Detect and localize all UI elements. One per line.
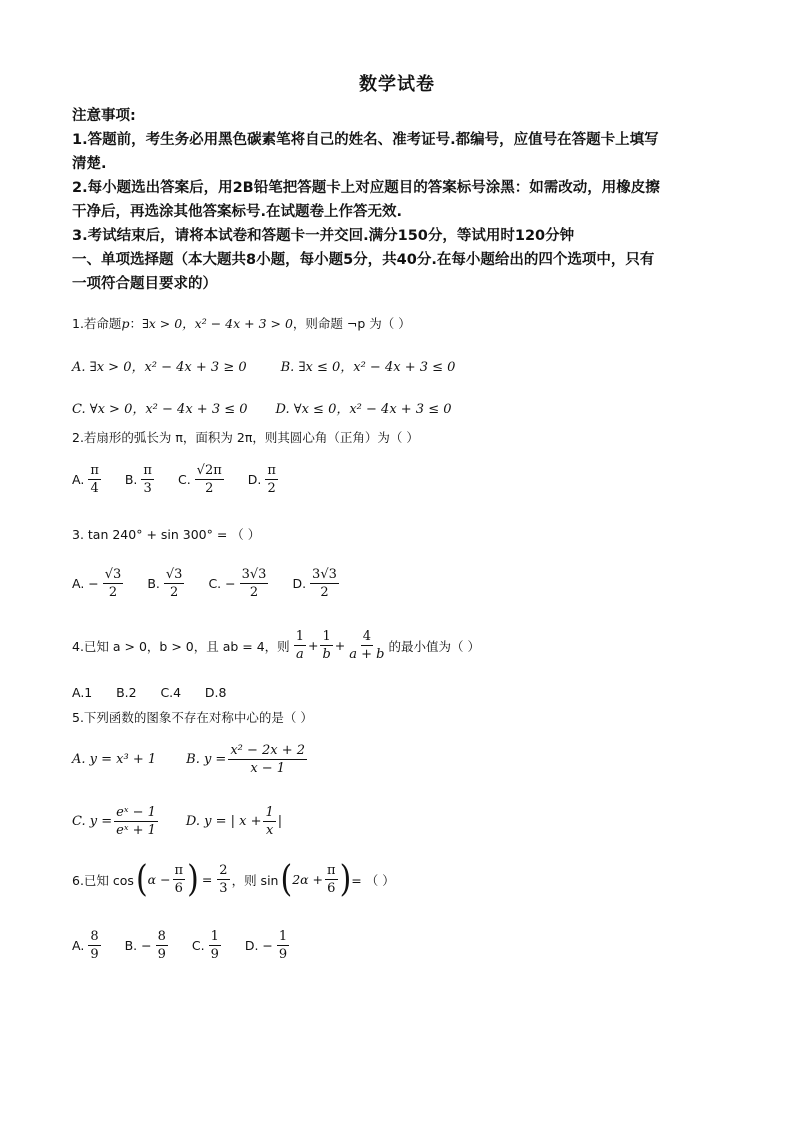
option-d[interactable]: D. − $\frac{1}{9}$ — [244, 929, 288, 962]
section-heading: 一、单项选择题（本大题共8小题，每小题5分，共40分.在每小题给出的四个选项中，只有 — [72, 252, 655, 268]
option-d[interactable]: D. ∀x ≤ 0，x² − 4x + 3 ≤ 0 — [275, 402, 452, 417]
question-1-options-row1 — [72, 356, 477, 375]
question-2-options — [72, 462, 302, 497]
option-c[interactable]: C. ∀x > 0，x² − 4x + 3 ≤ 0 — [72, 402, 248, 417]
question-5-stem: 5.下列函数的图象不存在对称中心的是（ ） — [72, 710, 313, 725]
page-title: 数学试卷 — [359, 74, 435, 95]
question-4-stem: 4.已知 a > 0，b > 0，且 ab = 4，则 $\frac{1}{a}$ + $\frac{1}{b}$ + $\frac{4}{a + b}$ 的最小值为（ ） — [72, 629, 480, 662]
section-heading-cont: 一项符合题目要求的） — [72, 276, 217, 292]
note-line: 2.每小题选出答案后，用2B铅笔把答题卡上对应题目的答案标号涂黑：如需改动，用橡皮擦 — [72, 180, 660, 196]
question-1-options-row2 — [72, 398, 474, 417]
notes-heading: 注意事项: — [72, 108, 136, 124]
question-1-stem: 1.若命题p：∃x > 0，x² − 4x + 3 > 0，则命题 ¬p 为（ ） — [72, 316, 411, 331]
option-c[interactable]: C. $\frac{1}{9}$ — [191, 929, 219, 962]
option-b[interactable]: B. $\frac{\pi}{3}$ — [124, 463, 152, 496]
question-6-stem: 6.已知 cos ( α − $\frac{\pi}{6}$ ) = $\frac{2}{3}$ ，则 sin ( 2α + $\frac{\pi}{6}$ ) = （ ） — [72, 857, 395, 900]
option-a[interactable]: A. $\frac{\pi}{4}$ — [72, 463, 99, 496]
option-a[interactable]: A. y = x³ + 1 — [72, 752, 157, 767]
question-6-options — [72, 928, 313, 963]
question-5-options-row2 — [72, 804, 304, 839]
option-c[interactable]: C. y = $\frac{\text{eˣ − 1}}{\text{eˣ + 1}}$ — [72, 805, 156, 838]
question-3-stem: 3. tan 240° + sin 300° = （ ） — [72, 527, 261, 542]
question-5-options-row1 — [72, 742, 331, 777]
question-2-stem: 2.若扇形的弧长为 π，面积为 2π，则其圆心角（正角）为（ ） — [72, 430, 419, 445]
note-line: 3.考试结束后，请将本试卷和答题卡一并交回.满分150分，等试用时120分钟 — [72, 228, 575, 244]
option-c[interactable]: C. $\frac{√2\pi}{2}$ — [177, 463, 222, 496]
note-line: 清楚. — [72, 156, 107, 172]
option-b[interactable]: B. y = $\frac{\text{x² − 2x + 2}}{x - 1}$ — [186, 743, 306, 776]
notes-section — [72, 104, 732, 296]
question-4-options[interactable]: A.1 B.2 C.4 D.8 — [72, 685, 227, 700]
option-a[interactable]: A. ∃x > 0，x² − 4x + 3 ≥ 0 — [72, 360, 247, 375]
option-b[interactable]: B. − $\frac{8}{9}$ — [124, 929, 166, 962]
option-d[interactable]: D. $\frac{\pi}{2}$ — [247, 463, 276, 496]
option-a[interactable]: A. − $\frac{√3}{2}$ — [72, 567, 122, 600]
option-c[interactable]: C. − $\frac{3√3}{2}$ — [208, 567, 267, 600]
note-line: 干净后，再选涂其他答案标号.在试题卷上作答无效. — [72, 204, 403, 220]
option-b[interactable]: B. ∃x ≤ 0，x² − 4x + 3 ≤ 0 — [280, 360, 456, 375]
option-b[interactable]: B. $\frac{√3}{2}$ — [147, 567, 183, 600]
option-d[interactable]: D. $\frac{3√3}{2}$ — [292, 567, 337, 600]
question-3-options — [72, 566, 363, 601]
note-line: 1.答题前，考生务必用黑色碳素笔将自己的姓名、准考证号.都编号，应值号在答题卡上填写 — [72, 132, 659, 148]
option-d[interactable]: D. y = | x + $\frac{1}{x}$ | — [185, 805, 283, 838]
option-a[interactable]: A. $\frac{8}{9}$ — [72, 929, 99, 962]
